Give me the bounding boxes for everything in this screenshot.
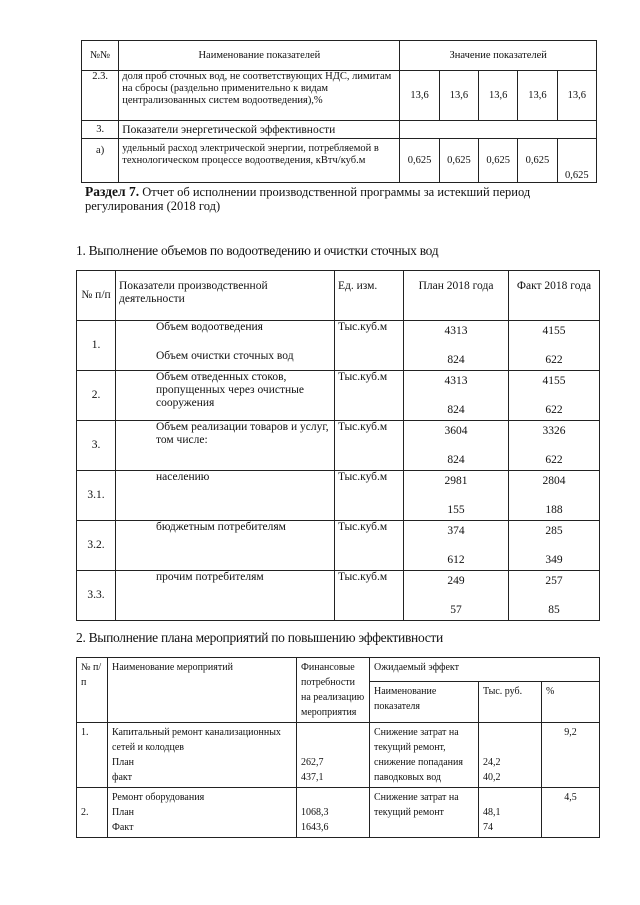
col-value-header: Значение показателей xyxy=(400,41,597,71)
heading-volumes: 1. Выполнение объемов по водоотведению и очистки сточных вод xyxy=(76,243,439,258)
table-row: 2. Объем отведенных стоков, пропущенных через очистные сооружения Тыс.куб.м 4313 824 4155 622 xyxy=(77,371,600,421)
table-row: 3.1. населению Тыс.куб.м 2981 155 2804 188 xyxy=(77,471,600,521)
efficiency-table: № п/п Наименование мероприятий Финансовые потребности на реализацию мероприятия Ожидаемый эффект Наименование показателя Тыс. руб. % 1. Капитальный ремонт канализационных сетей и колодцев План факт 262,7 437,1 Снижение затрат на текущий ремонт, снижение попадания паводковых вод 24,2 40,2 9,2 2. Ремонт оборудования План Факт 1068,3 1643,6 Снижение затрат на текущий ремонт 48,1 74 4,5 xyxy=(76,657,600,838)
col-num-header: №№ xyxy=(82,41,119,71)
table-row: 3.3. прочим потребителям Тыс.куб.м 249 57 257 85 xyxy=(77,571,600,621)
col-name-header: Наименование показателей xyxy=(119,41,400,71)
table-row: а) удельный расход электрической энергии, потребляемой в технологическом процессе водоотведения, кВтч/куб.м 0,625 0,625 0,625 0,625 0,625 xyxy=(82,139,597,183)
table-row: 1. Объем водоотведения Объем очистки сточных вод Тыс.куб.м 4313 824 4155 622 xyxy=(77,321,600,371)
heading-efficiency: 2. Выполнение плана мероприятий по повышению эффективности xyxy=(76,630,443,645)
table-row: 3.2. бюджетным потребителям Тыс.куб.м 374 612 285 349 xyxy=(77,521,600,571)
table-row: 3. Показатели энергетической эффективности xyxy=(82,121,597,139)
table-row: 1. Капитальный ремонт канализационных сетей и колодцев План факт 262,7 437,1 Снижение затрат на текущий ремонт, снижение попадания паводковых вод 24,2 40,2 9,2 xyxy=(77,723,600,788)
table-row: 2.3. доля проб сточных вод, не соответствующих НДС, лимитам на сбросы (раздельно применительно к видам централизованных систем водоотведения),% 13,6 13,6 13,6 13,6 13,6 xyxy=(82,71,597,121)
volumes-table: № п/п Показатели производственной деятельности Ед. изм. План 2018 года Факт 2018 года 1. Объем водоотведения Объем очистки сточных вод Тыс.куб.м 4313 824 4155 622 2. Объем отведенных стоков, пропущенных через очистные сооружения Тыс.куб.м 4313 824 4155 622 3. Объем реализации товаров и услуг, том числе: Тыс.куб.м 3604 824 3326 622 3.1. населению Тыс.куб.м 2981 155 2804 188 3.2. бюджетным потребителям Тыс.куб.м 374 612 285 349 3.3. прочим потребителям Тыс.куб.м 249 57 257 85 xyxy=(76,270,600,621)
table-row: 2. Ремонт оборудования План Факт 1068,3 1643,6 Снижение затрат на текущий ремонт 48,1 74 4,5 xyxy=(77,788,600,838)
indicators-table xyxy=(81,40,597,183)
table-row: 3. Объем реализации товаров и услуг, том числе: Тыс.куб.м 3604 824 3326 622 xyxy=(77,421,600,471)
section-title: Раздел 7. Отчет об исполнении производственной программы за истекший период регулирования (2018 год) xyxy=(85,184,531,213)
